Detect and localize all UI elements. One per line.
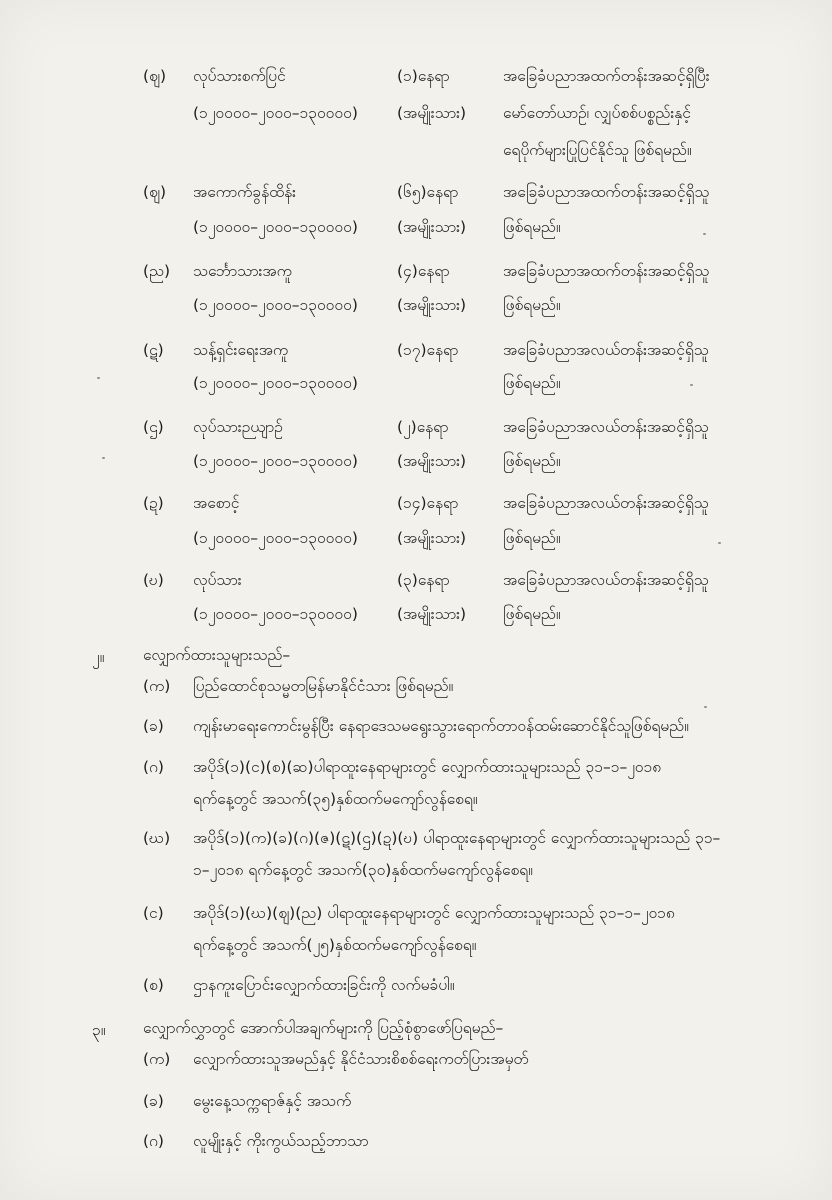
qualification-line: ဖြစ်ရမည်။ xyxy=(503,218,561,236)
item-text: အပိုဒ်(၁)(င)(စ)(ဆ)ပါရာထူးနေရာများတွင် လျှောက်ထားသူများသည် ၃၁–၁–၂၀၁၈ xyxy=(193,758,662,776)
qualification-line: အခြေခံပညာအလယ်တန်းအဆင့်ရှိသူ xyxy=(503,494,709,512)
item-text: ရက်နေ့တွင် အသက်(၂၅)နှစ်ထက်မကျော်လွန်စေရ။ xyxy=(193,936,477,954)
position-title: လုပ်သား xyxy=(193,571,242,589)
item-text: လူမျိုးနှင့် ကိုးကွယ်သည့်ဘာသာ xyxy=(193,1132,369,1150)
vacancy-count: (၆၅)နေရာ xyxy=(397,183,459,201)
scan-speck xyxy=(97,377,100,379)
item-text: လျှောက်ထားသူအမည်နှင့် နိုင်ငံသားစိစစ်ရေးကတ်ပြားအမှတ် xyxy=(193,1050,529,1068)
salary-scale: (၁၂၀၀၀၀–၂၀၀၀–၁၃၀၀၀၀) xyxy=(193,452,358,470)
qualification-line: ရေပိုက်များပြုပြင်နိုင်သူ ဖြစ်ရမည်။ xyxy=(503,141,692,159)
item-text: မွေးနေ့သက္ကရာဇ်နှင့် အသက် xyxy=(193,1092,352,1110)
item-number: (က) xyxy=(143,677,171,695)
position-number: (ဋ) xyxy=(143,341,164,359)
gender-requirement: (အမျိုးသား) xyxy=(397,605,467,623)
item-number: (ဃ) xyxy=(143,829,171,847)
gender-requirement: (အမျိုးသား) xyxy=(397,452,467,470)
section-number: ၃။ xyxy=(92,1021,106,1039)
scan-speck xyxy=(704,706,707,708)
item-text: ၁–၂၀၁၈ ရက်နေ့တွင် အသက်(၃၀)နှစ်ထက်မကျော်လွန်စေရ။ xyxy=(193,861,533,879)
item-number: (င) xyxy=(143,904,164,922)
position-title: လုပ်သားဉယျာဉ် xyxy=(193,418,283,436)
qualification-line: ဖြစ်ရမည်။ xyxy=(503,374,561,392)
position-number: (ဍ) xyxy=(143,494,164,512)
item-text: ကျန်းမာရေးကောင်းမွန်ပြီး နေရာဒေသမရွေးသွားရောက်တာဝန်ထမ်းဆောင်နိုင်သူဖြစ်ရမည်။ xyxy=(193,717,689,735)
position-title: လုပ်သားစက်ပြင် xyxy=(193,67,286,85)
gender-requirement: (အမျိုးသား) xyxy=(397,104,467,122)
scan-speck xyxy=(102,457,105,459)
item-number: (ခ) xyxy=(143,717,164,735)
scan-speck xyxy=(703,233,706,235)
item-number: (ခ) xyxy=(143,1092,164,1110)
qualification-line: အခြေခံပညာအလယ်တန်းအဆင့်ရှိသူ xyxy=(503,341,709,359)
qualification-line: မော်တော်ယာဉ်၊ လျှပ်စစ်ပစ္စည်းနှင့် xyxy=(503,104,691,122)
section-heading: လျှောက်ထားသူများသည်– xyxy=(143,646,291,664)
gender-requirement: (အမျိုးသား) xyxy=(397,218,467,236)
scan-speck xyxy=(718,542,721,544)
qualification-line: ဖြစ်ရမည်။ xyxy=(503,452,561,470)
gender-requirement: (အမျိုးသား) xyxy=(397,296,467,314)
salary-scale: (၁၂၀၀၀၀–၂၀၀၀–၁၃၀၀၀၀) xyxy=(193,104,358,122)
section-number: ၂။ xyxy=(92,648,105,666)
position-number: (ဌ) xyxy=(143,418,164,436)
position-title: အကောက်ခွန်ထိန်း xyxy=(193,183,297,201)
salary-scale: (၁၂၀၀၀၀–၂၀၀၀–၁၃၀၀၀၀) xyxy=(193,218,358,236)
vacancy-count: (၁)နေရာ xyxy=(397,67,450,85)
scan-speck xyxy=(690,384,693,386)
qualification-line: အခြေခံပညာအလယ်တန်းအဆင့်ရှိသူ xyxy=(503,571,709,589)
item-number: (ဂ) xyxy=(143,1132,164,1150)
item-text: အပိုဒ်(၁)(ဃ)(ဈ)(ည) ပါရာထူးနေရာများတွင် လျှောက်ထားသူများသည် ၃၁–၁–၂၀၁၈ xyxy=(193,904,675,922)
position-number: (ဎ) xyxy=(143,571,164,589)
position-number: (ဈ) xyxy=(143,67,167,85)
salary-scale: (၁၂၀၀၀၀–၂၀၀၀–၁၃၀၀၀၀) xyxy=(193,605,358,623)
gender-requirement: (အမျိုးသား) xyxy=(397,529,467,547)
qualification-line: အခြေခံပညာအလယ်တန်းအဆင့်ရှိသူ xyxy=(503,418,709,436)
salary-scale: (၁၂၀၀၀၀–၂၀၀၀–၁၃၀၀၀၀) xyxy=(193,529,358,547)
item-text: ရက်နေ့တွင် အသက်(၃၅)နှစ်ထက်မကျော်လွန်စေရ။ xyxy=(193,790,478,808)
position-title: သင်္ဘောသားအကူ xyxy=(193,262,292,280)
vacancy-count: (၃)နေရာ xyxy=(397,571,450,589)
qualification-line: ဖြစ်ရမည်။ xyxy=(503,605,561,623)
qualification-line: ဖြစ်ရမည်။ xyxy=(503,529,561,547)
qualification-line: အခြေခံပညာအထက်တန်းအဆင့်ရှိသူ xyxy=(503,262,710,280)
position-number: (ဈ) xyxy=(143,183,167,201)
qualification-line: ဖြစ်ရမည်။ xyxy=(503,296,561,314)
item-number: (စ) xyxy=(143,976,164,994)
qualification-line: အခြေခံပညာအထက်တန်းအဆင့်ရှိပြီး xyxy=(503,67,710,85)
vacancy-count: (၂)နေရာ xyxy=(397,418,449,436)
position-title: အစောင့် xyxy=(193,494,240,512)
vacancy-count: (၁၇)နေရာ xyxy=(397,341,459,359)
item-number: (ဂ) xyxy=(143,758,164,776)
vacancy-count: (၄)နေရာ xyxy=(397,262,450,280)
item-text: အပိုဒ်(၁)(က)(ခ)(ဂ)(ဇ)(ဋ)(ဌ)(ဍ)(ဎ) ပါရာထူးနေရာများတွင် လျှောက်ထားသူများသည် ၃၁– xyxy=(193,829,721,847)
salary-scale: (၁၂၀၀၀၀–၂၀၀၀–၁၃၀၀၀၀) xyxy=(193,374,358,392)
salary-scale: (၁၂၀၀၀၀–၂၀၀၀–၁၃၀၀၀၀) xyxy=(193,296,358,314)
item-number: (က) xyxy=(143,1050,171,1068)
section-heading: လျှောက်လွှာတွင် အောက်ပါအချက်များကို ပြည့်စုံစွာဖော်ပြရမည်– xyxy=(143,1019,504,1037)
position-title: သန့်ရှင်းရေးအကူ xyxy=(193,341,289,359)
vacancy-count: (၁၄)နေရာ xyxy=(397,494,459,512)
qualification-line: အခြေခံပညာအထက်တန်းအဆင့်ရှိသူ xyxy=(503,183,710,201)
item-text: ပြည်ထောင်စုသမ္မတမြန်မာနိုင်ငံသား ဖြစ်ရမည်။ xyxy=(193,677,454,695)
position-number: (ည) xyxy=(143,262,171,280)
item-text: ဌာနကူးပြောင်းလျှောက်ထားခြင်းကို လက်မခံပါ။ xyxy=(193,976,455,994)
